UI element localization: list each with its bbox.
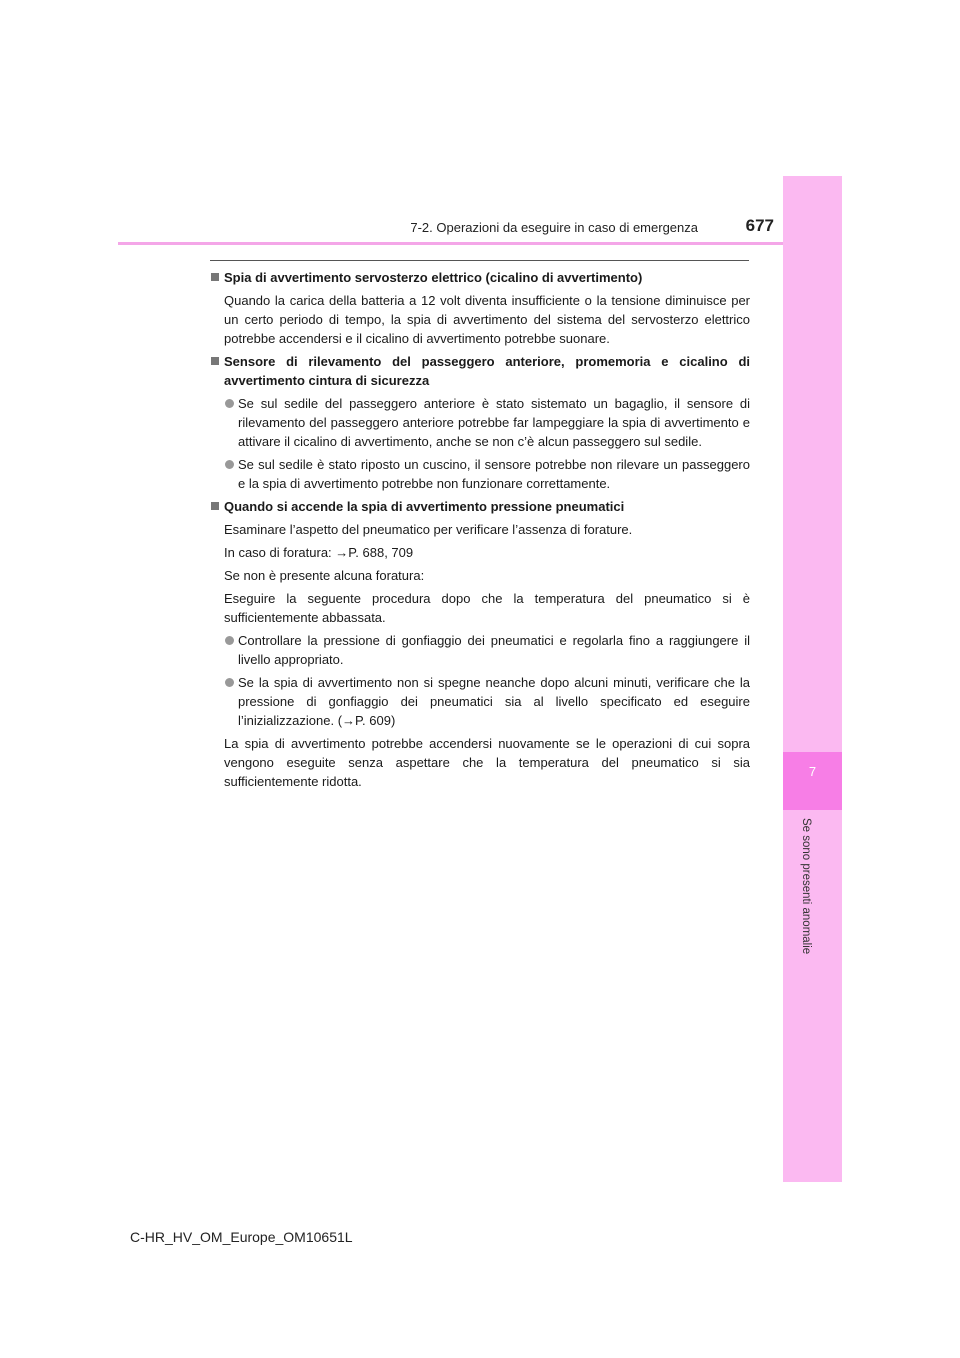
square-bullet-icon xyxy=(211,502,219,510)
body-paragraph: La spia di avvertimento potrebbe accendersi nuovamente se le operazioni di cui sopra vengono eseguite senza aspettare che la temperatura del pneumatico si sia sufficientemente ridotta. xyxy=(224,736,750,789)
content-rule xyxy=(210,260,749,261)
chapter-title: Se sono presenti anomalie xyxy=(800,818,812,955)
body-paragraph: Eseguire la seguente procedura dopo che la temperatura del pneumatico si è sufficientemente abbassata. xyxy=(224,591,750,625)
section-heading: Quando si accende la spia di avvertimento pressione pneumatici xyxy=(210,497,750,516)
circle-bullet-icon xyxy=(225,678,234,687)
circle-bullet-icon xyxy=(225,460,234,469)
square-bullet-icon xyxy=(211,273,219,281)
chapter-number: 7 xyxy=(808,764,817,779)
page-number: 677 xyxy=(745,216,774,235)
section-heading: Sensore di rilevamento del passeggero anteriore, promemoria e cicalino di avvertimento cintura di sicurezza xyxy=(210,352,750,390)
square-bullet-icon xyxy=(211,357,219,365)
list-item: Se sul sedile del passeggero anteriore è stato sistemato un bagaglio, il sensore di rilevamento del passeggero anteriore potrebbe far lampeggiare la spia di avvertimento e attivare il cicalino di avvertimento, anche se non c’è alcun passeggero sul sedile. xyxy=(210,394,750,451)
chapter-side-tab xyxy=(783,176,842,1182)
circle-bullet-icon xyxy=(225,399,234,408)
list-item: Se sul sedile è stato riposto un cuscino, il sensore potrebbe non rilevare un passeggero e la spia di avvertimento potrebbe non funzionare correttamente. xyxy=(210,455,750,493)
body-paragraph: Esaminare l’aspetto del pneumatico per verificare l’assenza di forature. xyxy=(224,522,633,537)
list-item: Se la spia di avvertimento non si spegne neanche dopo alcuni minuti, verificare che la pressione di gonfiaggio dei pneumatici sia al livello specificato ed eseguire l’inizializzazione. (→P. 609) xyxy=(210,673,750,730)
header-section-title: 7-2. Operazioni da eseguire in caso di emergenza xyxy=(410,220,698,235)
list-item: Controllare la pressione di gonfiaggio dei pneumatici e regolarla fino a raggiungere il livello appropriato. xyxy=(210,631,750,669)
header-rule xyxy=(118,242,840,245)
body-paragraph: Se non è presente alcuna foratura: xyxy=(224,568,425,583)
document-code: C-HR_HV_OM_Europe_OM10651L xyxy=(130,1229,353,1245)
body-paragraph: Quando la carica della batteria a 12 volt diventa insufficiente o la tensione diminuisce per un certo periodo di tempo, la spia di avvertimento del sistema del servosterzo elettrico potrebbe accendersi e il cicalino di avvertimento potrebbe suonare. xyxy=(224,293,750,346)
page-content xyxy=(210,268,750,795)
page-reference-paragraph: In caso di foratura: →P. 688, 709 xyxy=(224,545,414,560)
section-heading: Spia di avvertimento servosterzo elettrico (cicalino di avvertimento) xyxy=(210,268,750,287)
chapter-tab-active-marker xyxy=(783,752,842,810)
circle-bullet-icon xyxy=(225,636,234,645)
